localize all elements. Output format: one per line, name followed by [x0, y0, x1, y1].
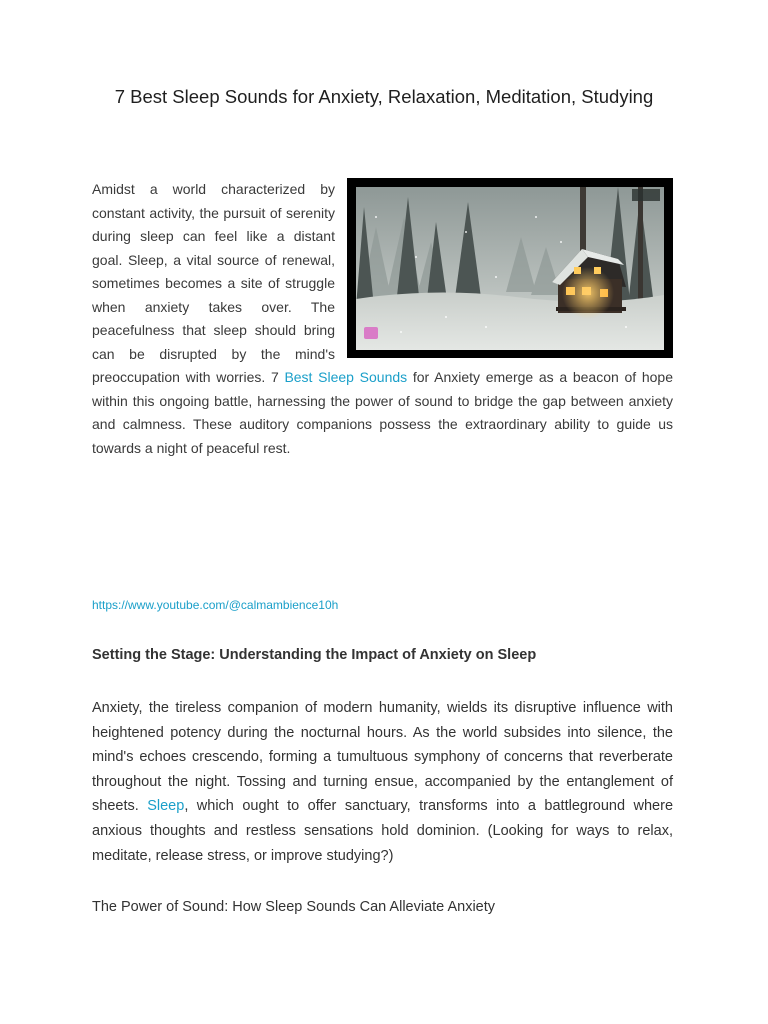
intro-section	[92, 178, 673, 460]
snowy-cabin-image	[347, 178, 673, 358]
body-paragraph	[92, 696, 673, 868]
sleep-link[interactable]: Sleep	[147, 798, 185, 815]
snow-cabin-illustration	[356, 187, 664, 350]
intro-text-start: Amidst a world characterized by constant activity, the pursuit of serenity during sleep can feel like a distant goal. Sleep, a vital source of renewal, sometimes becomes a site of struggle when anxiety takes over. The peacefulness that sleep should bring can be disrupted by the mind's preoccupation with worries. 7	[92, 181, 335, 385]
body-text-start: Anxiety, the tireless companion of modern humanity, wields its disruptive influence with heightened potency during the nocturnal hours. As the world subsides into silence, the mind's echoes crescendo, forming a tumultuous symphony of concerns that reverberate throughout the night. Tossing and turning ensue, accompanied by the entanglement of sheets.	[92, 700, 673, 815]
best-sleep-sounds-link[interactable]: Best Sleep Sounds	[284, 369, 408, 385]
power-of-sound-heading: The Power of Sound: How Sleep Sounds Can Alleviate Anxiety	[92, 899, 496, 915]
intro-text-end: for Anxiety emerge as a beacon of hope within this ongoing battle, harnessing the power of sound to bridge the gap between anxiety and calmness. These auditory companions possess the extraordinary ability to guide us towards a night of peaceful rest.	[92, 369, 673, 456]
section-heading: Setting the Stage: Understanding the Impact of Anxiety on Sleep	[92, 647, 537, 663]
youtube-channel-link[interactable]: https://www.youtube.com/@calmambience10h	[92, 598, 339, 612]
body-text-end: , which ought to offer sanctuary, transforms into a battleground where anxious thoughts and restless sensations hold dominion. (Looking for ways to relax, meditate, release stress, or improve studying?)	[92, 798, 674, 864]
article-title: 7 Best Sleep Sounds for Anxiety, Relaxation, Meditation, Studying	[114, 86, 654, 107]
